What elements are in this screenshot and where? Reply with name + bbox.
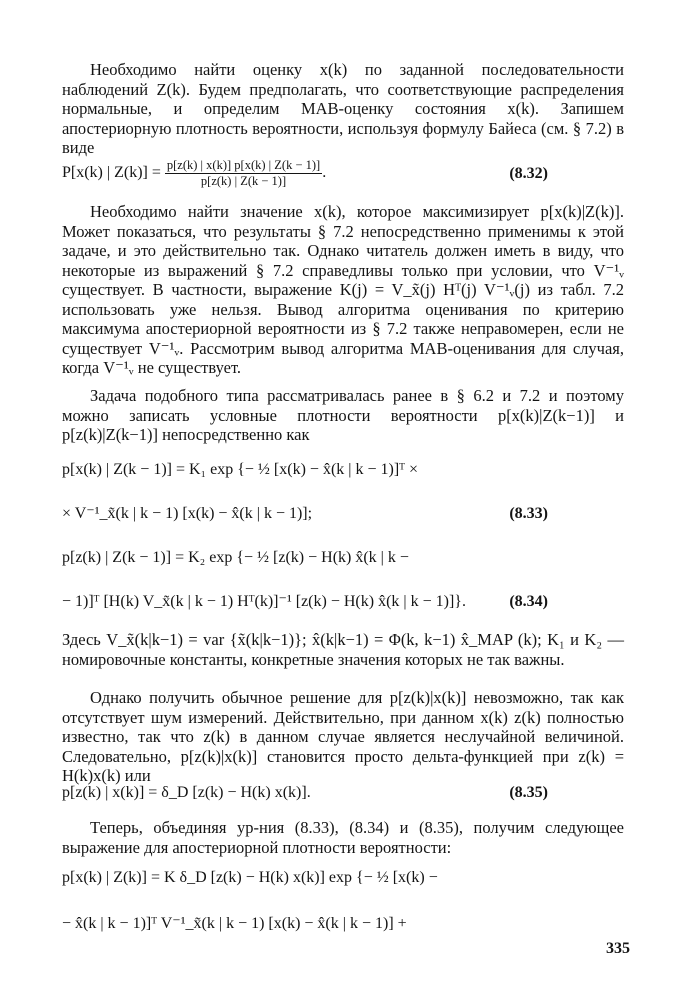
equation-8-32-denominator: p[z(k) | Z(k − 1)]	[200, 174, 287, 188]
equation-8-34-line-2-text: − 1)]ᵀ [H(k) V_x̃(k | k − 1) Hᵀ(k)]⁻¹ [z(k) − H(k) x̂(k | k − 1)]}.	[62, 593, 466, 610]
equation-8-34-line-1: p[z(k) | Z(k − 1)] = K₂ exp {− ½ [z(k) − H(k) x̂(k | k −	[62, 549, 409, 566]
equation-8-33-number: (8.33)	[509, 505, 548, 522]
equation-8-33-line-2-text: × V⁻¹_x̃(k | k − 1) [x(k) − x̂(k | k − 1)];	[62, 505, 313, 522]
paragraph-maximize: Необходимо найти значение x(k), которое максимизирует p[x(k)|Z(k)]. Может показаться, что результаты § 7.2 непосредственно применимы к этой задаче, и это действительно так. Однако читатель должен иметь в виду, что некоторые из выражений § 7.2 справедливы только при условии, что V⁻¹ᵥ существует. В частности, выражение K(j) = V_x̃(j) Hᵀ(j) V⁻¹ᵥ(j) из табл. 7.2 использовать уже нельзя. Вывод алгоритма оценивания по критерию максимума апостериорной вероятности из § 7.2 также неправомерен, если не существует V⁻¹ᵥ. Рассмотрим вывод алгоритма MAB-оценивания для случая, когда V⁻¹ᵥ не существует.	[62, 202, 624, 377]
equation-8-32-number: (8.32)	[509, 165, 548, 182]
equation-8-33-line-2	[62, 504, 624, 524]
equation-8-33-line-1: p[x(k) | Z(k − 1)] = K₁ exp {− ½ [x(k) − x̂(k | k − 1)]ᵀ ×	[62, 461, 418, 478]
equation-8-32: P[x(k) | Z(k)] = $\frac{p[z(k) | x(k)] p[x(k) | Z(k - 1)]}{p[z(k) | Z(k - 1)]}$ . (8.32)	[62, 158, 548, 188]
paragraph-intro: Необходимо найти оценку x(k) по заданной последовательности наблюдений Z(k). Будем предполагать, что соответствующие распределения нормальные, и определим MAB-оценку состояния x(k). Запишем апостериорную плотность вероятности, используя формулу Байеса (см. § 7.2) в виде	[62, 60, 624, 157]
equation-8-34-line-2	[62, 592, 624, 612]
paragraph-notation: Здесь V_x̃(k|k−1) = var {x̃(k|k−1)}; x̂(k|k−1) = Φ(k, k−1) x̂_MAP (k); K₁ и K₂ — номировочные константы, конкретные значения которых не так важны.	[62, 630, 624, 669]
paragraph-densities: Задача подобного типа рассматривалась ранее в § 6.2 и 7.2 и поэтому можно записать условные плотности вероятности p[x(k)|Z(k−1)] и p[z(k)|Z(k−1)] непосредственно как	[62, 386, 624, 444]
equation-posterior-line-1: p[x(k) | Z(k)] = K δ_D [z(k) − H(k) x(k)] exp {− ½ [x(k) −	[62, 869, 438, 886]
equation-8-32-numerator: p[z(k) | x(k)] p[x(k) | Z(k − 1)]	[166, 158, 321, 172]
paragraph-combine: Теперь, объединяя ур-ния (8.33), (8.34) и (8.35), получим следующее выражение для апостериорной плотности вероятности:	[62, 818, 624, 857]
equation-8-35	[62, 783, 624, 803]
equation-8-32-fraction	[165, 158, 322, 189]
equation-8-34-number: (8.34)	[509, 593, 548, 610]
equation-8-35-number: (8.35)	[509, 784, 548, 801]
equation-8-32-lhs: P[x(k) | Z(k)] =	[62, 164, 161, 182]
equation-posterior-line-2: − x̂(k | k − 1)]ᵀ V⁻¹_x̃(k | k − 1) [x(k) − x̂(k | k − 1)] +	[62, 915, 407, 932]
equation-8-35-text: p[z(k) | x(k)] = δ_D [z(k) − H(k) x(k)].	[62, 784, 311, 801]
page-number: 335	[606, 940, 630, 957]
paragraph-no-noise: Однако получить обычное решение для p[z(k)|x(k)] невозможно, так как отсутствует шум измерений. Действительно, при данном x(k) z(k) полностью известно, так что z(k) в данном случае является неслучайной величиной. Следовательно, p[z(k)|x(k)] становится просто дельта-функцией при z(k) = H(k)x(k) или	[62, 688, 624, 785]
